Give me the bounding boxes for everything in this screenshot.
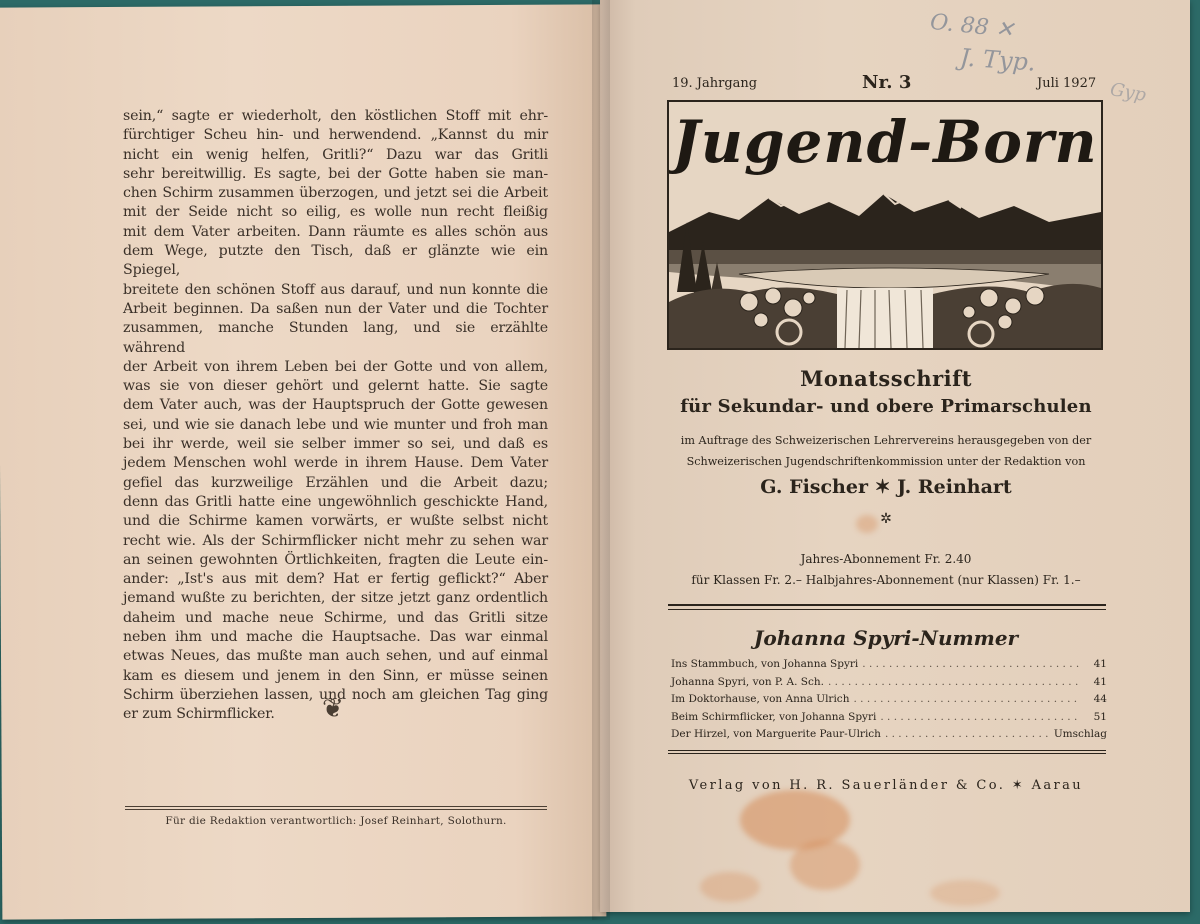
story-line: sehr bereitwillig. Es sagte, bei der Gotte haben sie man- [123,165,548,182]
toc-entry-title: Johanna Spyri, von P. A. Sch. [671,675,824,688]
water-stain [700,872,760,902]
toc-leader [853,693,1081,705]
story-line: mit der Seide nicht so eilig, es wolle nun recht fleißig [123,204,548,221]
story-line: jemand wußte zu berichten, der sitze jetzt ganz ordentlich [123,590,548,607]
subtitle-monthly: Monatsschrift [800,366,972,391]
toc-entry-title: Ins Stammbuch, von Johanna Spyri [671,658,859,670]
story-line: er zum Schirmflicker. [123,706,275,723]
publisher-info-line-2: Schweizerischen Jugendschriftenkommission unter der Redaktion von [686,455,1086,468]
story-line: bei ihr werde, weil sie selber immer so sei, und daß es [123,436,548,453]
footer-rule [125,806,547,807]
story-line: nicht ein wenig helfen, Gritli?“ Dazu war das Gritli [123,146,548,163]
toc-entry [671,693,1107,711]
issue-theme-title: Johanna Spyri-Nummer [753,626,1019,650]
story-line: dem Wege, putzte den Tisch, daß er glänzte wie ein Spiegel, [123,243,548,279]
story-line: recht wie. Als der Schirmflicker nicht mehr zu sehen war [123,532,548,549]
story-line: zusammen, manche Stunden lang, und sie erzählte während [123,320,548,356]
toc-entry-page: 41 [1093,658,1107,670]
divider [668,753,1106,754]
story-line: fürchtiger Scheu hin- und herwendend. „Kannst du mir [123,127,548,144]
toc-leader [828,676,1081,688]
footer-rule [125,809,547,810]
masthead-illustration [667,100,1103,350]
story-line: kam es diesem und jenem in den Sinn, er müsse seinen [123,667,548,684]
story-line: der Arbeit von ihrem Leben bei der Gotte und von allem, [123,358,548,375]
toc-leader [862,658,1081,670]
toc-entry-page: Umschlag [1053,728,1107,741]
story-line: was sie von dieser gehört und gelernt hatte. Sie sagte [123,378,548,395]
subtitle-audience: für Sekundar- und obere Primarschulen [680,396,1092,417]
story-line: sei, und wie sie danach lebe und wie munter und froh man [123,416,548,433]
toc-entry [671,711,1107,729]
story-line: an seinen gewohnten Örtlichkeiten, fragten die Leute ein- [123,551,548,568]
story-line: gefiel das kurzweilige Erzählen und die Arbeit dazu; [123,474,548,491]
issue-number: Nr. 3 [862,72,912,93]
story-line: chen Schirm zusammen überzogen, und jetzt sei die Arbeit [123,185,548,202]
toc-entry [671,676,1107,694]
toc-leader [885,728,1050,740]
toc-entry-title: Beim Schirmflicker, von Johanna Spyri [671,710,877,723]
subscription-price-annual: Jahres-Abonnement Fr. 2.40 [800,552,972,566]
star-separator-icon: ✲ [880,511,892,527]
handwritten-note: Gyp [1108,79,1148,106]
editorial-responsibility-note: Für die Redaktion verantwortlich: Josef Reinhart, Solothurn. [165,815,507,827]
story-line: etwas Neues, das mußte man auch sehen, und auf einmal [123,648,548,665]
story-line: dem Vater auch, was der Hauptspruch der Gotte gewesen [123,397,548,414]
toc-entry-title: Im Doktorhause, von Anna Ulrich [671,693,850,706]
toc-entry-title: Der Hirzel, von Marguerite Paur-Ulrich [671,728,881,741]
spine-shadow [592,0,610,920]
divider [668,750,1106,751]
water-stain [930,880,1000,906]
issue-date: Juli 1927 [1037,76,1097,91]
table-of-contents [671,658,1107,746]
toc-entry [671,728,1107,746]
publisher-line: Verlag von H. R. Sauerländer & Co. ✶ Aarau [688,778,1084,793]
story-text [123,107,548,725]
story-line: Arbeit beginnen. Da saßen nun der Vater und die Tochter [123,300,548,317]
toc-entry-page: 41 [1093,675,1107,688]
story-line: Schirm überziehen lassen, und noch am gleichen Tag ging [123,686,548,703]
divider [668,609,1106,610]
story-line: mit dem Vater arbeiten. Dann räumte es alles schön aus [123,223,548,240]
story-line: sein,“ sagte er wiederholt, den köstlichen Stoff mit ehr- [123,108,548,124]
story-line: breitete den schönen Stoff aus darauf, und nun konnte die [123,281,548,298]
toc-entry-page: 44 [1093,693,1107,706]
editors: G. Fischer ✶ J. Reinhart [760,476,1012,498]
story-line: neben ihm und mache die Hauptsache. Das war einmal [123,629,548,646]
handwritten-note: O. 88 ✕ [928,9,1016,44]
story-line: jedem Menschen wohl werde in ihrem Hause. Dem Vater [123,455,548,472]
handwritten-note: J. Typ. [959,43,1037,77]
toc-leader [880,711,1081,723]
story-line: und die Schirme kamen vorwärts, er wußte selbst nicht [123,513,548,530]
water-stain [790,840,860,890]
story-line: ander: „Ist's aus mit dem? Hat er fertig geflickt?“ Aber [123,571,548,588]
subscription-price-classes: für Klassen Fr. 2.– Halbjahres-Abonnement (nur Klassen) Fr. 1.– [691,573,1081,587]
story-line: daheim und mache neue Schirme, und das Gritli sitze [123,609,548,626]
vignette-ornament: ❦ [322,694,344,724]
masthead-title: Jugend-Born [672,108,1098,176]
story-line: denn das Gritli hatte eine ungewöhnlich geschickte Hand, [123,493,548,510]
volume-label: 19. Jahrgang [672,76,758,91]
toc-entry [671,658,1107,676]
toc-entry-page: 51 [1093,710,1107,723]
divider [668,604,1106,606]
publisher-info-line-1: im Auftrage des Schweizerischen Lehrervereins herausgegeben von der [680,434,1092,447]
